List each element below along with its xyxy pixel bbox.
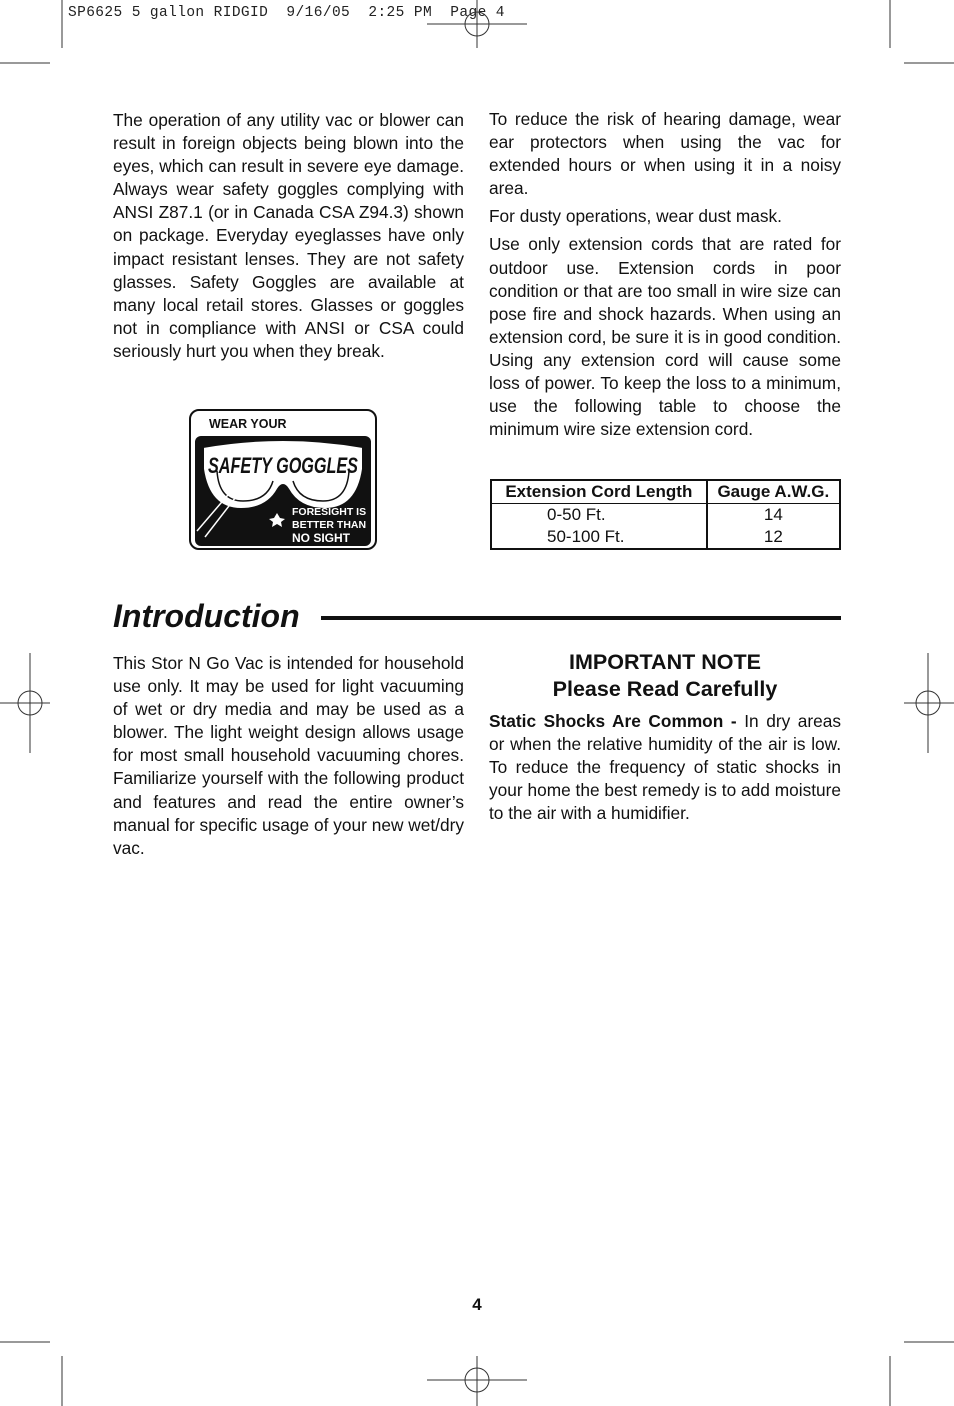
table-cell-gauge: 12: [707, 526, 840, 549]
dust-mask-paragraph: For dusty operations, wear dust mask.: [489, 206, 782, 227]
table-cell-length: 50-100 Ft.: [491, 526, 707, 549]
sign-line1: FORESIGHT IS: [292, 506, 367, 518]
sign-logo-text: SAFETY GOGGLES: [208, 453, 359, 478]
print-slug: SP6625 5 gallon RIDGID 9/16/05 2:25 PM Page 4: [68, 5, 505, 21]
table-cell-length: 0-50 Ft.: [491, 504, 707, 527]
table-header-gauge: Gauge A.W.G.: [707, 480, 840, 504]
extension-cord-paragraph: Use only extension cords that are rated for outdoor use. Extension cords in poor condition or that are too small in wire size can pose fire and shock hazards. When using an extension cord, be sure it is in good condition. Using any extension cord will cause some loss of power. To keep the loss to a minimum, use the following table to choose the minimum wire size extension cord.: [489, 234, 841, 440]
safety-goggles-paragraph: The operation of any utility vac or blower can result in foreign objects being blown into the eyes, which can result in severe eye damage. Always wear safety goggles complying with ANSI Z87.1 (or in Canada CSA Z94.3) shown on package. Everyday eyeglasses have only impact resistant lenses. They are not safety glasses. Safety Goggles are available at many local retail stores. Glasses or goggles not in compliance with ANSI or CSA could seriously hurt you when they break.: [113, 110, 464, 361]
page-number: 4: [472, 1295, 482, 1314]
important-note-column: [489, 710, 841, 830]
table-row: [491, 526, 840, 549]
introduction-column: [113, 652, 464, 865]
hearing-paragraph: To reduce the risk of hearing damage, wear ear protectors when using the vac for extended hours or when using it in a noisy area.: [489, 109, 841, 199]
table-header-row: [491, 480, 840, 504]
heading-rule: [321, 616, 841, 620]
static-shocks-paragraph: [489, 710, 841, 825]
safety-goggles-paragraph-column: [113, 109, 464, 368]
static-shocks-text: In dry areas or when the relative humidity of the air is low. To reduce the frequency of static shocks in your home the best remedy is to add moisture to the air with a humidifier.: [489, 711, 842, 824]
important-note-subtitle: Please Read Carefully: [552, 677, 778, 701]
sign-top-text: WEAR YOUR: [209, 417, 287, 431]
sign-line2: BETTER THAN: [292, 519, 367, 531]
extension-cord-table: [490, 479, 841, 550]
important-note-heading: [489, 649, 841, 703]
safety-right-column: [489, 108, 841, 446]
introduction-paragraph: This Stor N Go Vac is intended for household use only. It may be used for light vacuuming of wet or dry media and may be used as a blower. The light weight design allows usage for most small household vacuuming chores. Familiarize yourself with the following product and features and read the entire owner’s manual for specific usage of your new wet/dry vac.: [113, 653, 464, 858]
sign-line3: NO SIGHT: [292, 531, 351, 545]
safety-goggles-sign: [189, 409, 377, 550]
table-header-length: Extension Cord Length: [491, 480, 707, 504]
table-row: [491, 504, 840, 527]
important-note-title: IMPORTANT NOTE: [569, 650, 761, 674]
introduction-heading: Introduction: [113, 598, 300, 634]
static-shocks-lead: Static Shocks Are Common -: [489, 711, 737, 731]
table-cell-gauge: 14: [707, 504, 840, 527]
